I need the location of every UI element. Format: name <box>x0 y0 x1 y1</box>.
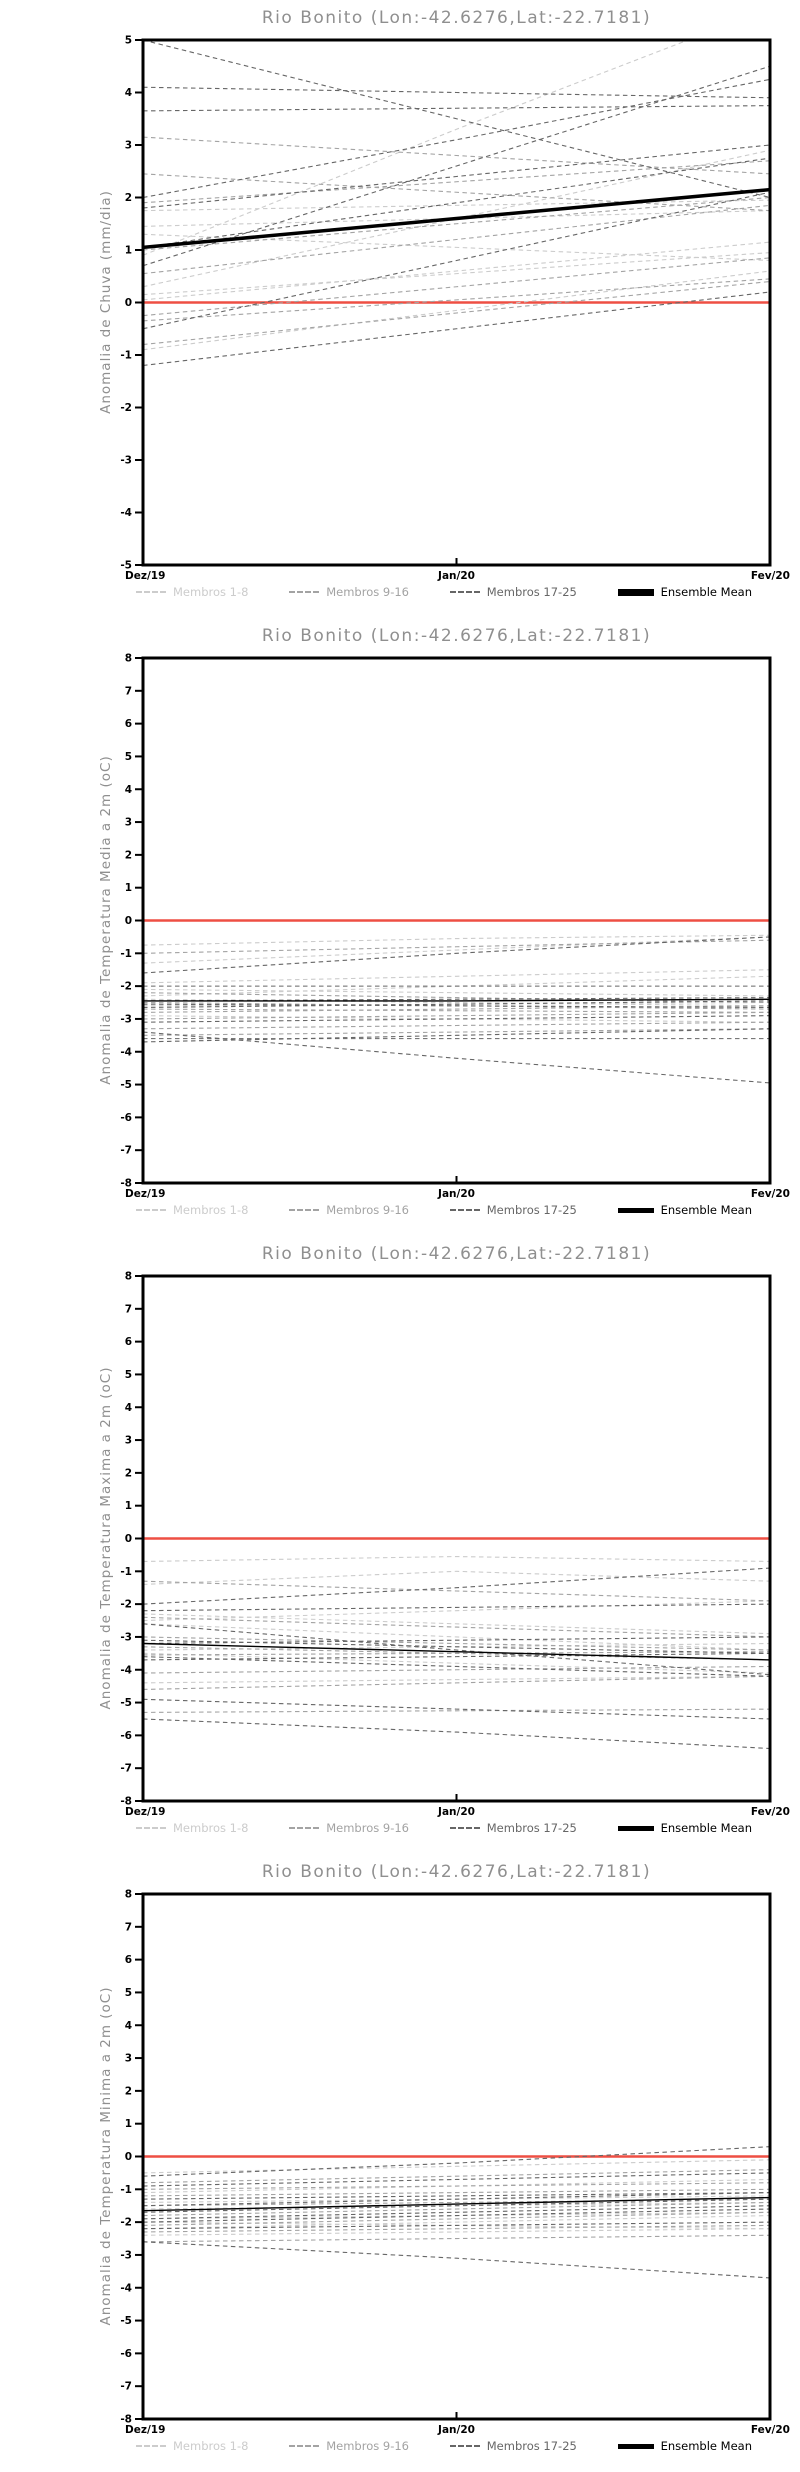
svg-text:1: 1 <box>124 1500 132 1513</box>
y-axis-label: Anomalia de Temperatura Media a 2m (oC) <box>98 755 114 1085</box>
y-axis-label: Anomalia de Temperatura Maxima a 2m (oC) <box>98 1366 114 1710</box>
svg-text:-7: -7 <box>120 1762 132 1775</box>
svg-text:Fev/20: Fev/20 <box>750 1806 790 1818</box>
svg-text:-1: -1 <box>120 2183 132 2196</box>
svg-text:-7: -7 <box>120 2380 132 2393</box>
svg-text:-8: -8 <box>120 1795 132 1808</box>
chart-title: Rio Bonito (Lon:-42.6276,Lat:-22.7181) <box>261 1862 652 1882</box>
chart-title: Rio Bonito (Lon:-42.6276,Lat:-22.7181) <box>261 626 652 646</box>
svg-text:6: 6 <box>124 718 132 731</box>
legend <box>136 2439 752 2453</box>
svg-text:-1: -1 <box>120 349 132 362</box>
svg-text:6: 6 <box>124 1336 132 1349</box>
svg-text:2: 2 <box>124 192 132 204</box>
legend-item-members-17-25 <box>450 2439 577 2453</box>
svg-text:-3: -3 <box>120 2249 132 2262</box>
legend-item-members-9-16 <box>289 585 409 599</box>
legend-label: Membros 1-8 <box>173 1821 249 1835</box>
legend-item-members-1-8 <box>136 1203 248 1217</box>
dashed-line-sample <box>136 1827 166 1829</box>
svg-text:-3: -3 <box>120 1013 132 1026</box>
chart-block-temp-media <box>0 618 800 1236</box>
svg-text:-2: -2 <box>120 402 132 414</box>
dashed-line-sample <box>289 2445 319 2447</box>
legend-label: Membros 1-8 <box>173 2439 249 2453</box>
dashed-line-sample <box>450 2445 480 2447</box>
svg-text:4: 4 <box>124 2019 132 2032</box>
chart-title: Rio Bonito (Lon:-42.6276,Lat:-22.7181) <box>261 8 652 28</box>
svg-text:-6: -6 <box>120 2347 132 2360</box>
legend-item-members-9-16 <box>289 2439 409 2453</box>
chart-title: Rio Bonito (Lon:-42.6276,Lat:-22.7181) <box>261 1244 652 1264</box>
chart-block-temp-maxima <box>0 1236 800 1854</box>
svg-text:5: 5 <box>124 1986 132 1999</box>
dashed-line-sample <box>450 1827 480 1829</box>
legend-label: Ensemble Mean <box>660 585 752 599</box>
svg-text:4: 4 <box>124 783 132 796</box>
min-temp-anomaly-plot <box>0 1854 800 2472</box>
svg-text:-4: -4 <box>120 1664 132 1677</box>
svg-text:4: 4 <box>124 1401 132 1414</box>
svg-text:5: 5 <box>124 750 132 763</box>
svg-text:0: 0 <box>124 2151 132 2163</box>
legend-label: Membros 9-16 <box>326 585 409 599</box>
legend-item-members-1-8 <box>136 1821 248 1835</box>
svg-text:-4: -4 <box>120 507 132 519</box>
svg-text:2: 2 <box>124 1467 132 1480</box>
legend-label: Membros 1-8 <box>173 585 249 599</box>
svg-text:-5: -5 <box>120 1697 132 1710</box>
svg-text:7: 7 <box>124 685 132 698</box>
svg-text:Jan/20: Jan/20 <box>438 1806 475 1818</box>
svg-text:5: 5 <box>124 1368 132 1381</box>
legend-label: Membros 9-16 <box>326 1821 409 1835</box>
svg-text:3: 3 <box>124 139 132 152</box>
svg-text:Jan/20: Jan/20 <box>438 2424 475 2436</box>
svg-text:-7: -7 <box>120 1144 132 1157</box>
solid-line-sample <box>618 1826 654 1831</box>
svg-text:-4: -4 <box>120 1046 132 1059</box>
legend-item-ensemble-mean <box>618 1203 752 1217</box>
legend-item-members-1-8 <box>136 2439 248 2453</box>
svg-text:Fev/20: Fev/20 <box>750 2424 790 2436</box>
svg-text:0: 0 <box>124 915 132 927</box>
legend-label: Membros 17-25 <box>486 2439 577 2453</box>
svg-text:Dez/19: Dez/19 <box>125 570 166 582</box>
legend-item-members-17-25 <box>450 1821 577 1835</box>
dashed-line-sample <box>136 591 166 593</box>
svg-text:-1: -1 <box>120 947 132 960</box>
dashed-line-sample <box>289 1209 319 1211</box>
svg-text:7: 7 <box>124 1921 132 1934</box>
legend-label: Membros 1-8 <box>173 1203 249 1217</box>
svg-text:-3: -3 <box>120 454 132 467</box>
svg-text:-5: -5 <box>120 1079 132 1092</box>
solid-line-sample <box>618 2444 654 2449</box>
svg-text:8: 8 <box>124 652 132 665</box>
svg-text:Jan/20: Jan/20 <box>438 1188 475 1200</box>
solid-line-sample <box>618 589 654 596</box>
svg-text:7: 7 <box>124 1303 132 1316</box>
dashed-line-sample <box>289 1827 319 1829</box>
legend-item-members-1-8 <box>136 585 248 599</box>
svg-text:5: 5 <box>124 34 132 47</box>
legend <box>136 1203 752 1217</box>
legend-label: Membros 9-16 <box>326 2439 409 2453</box>
rain-anomaly-plot <box>0 0 800 618</box>
legend-label: Membros 9-16 <box>326 1203 409 1217</box>
dashed-line-sample <box>450 1209 480 1211</box>
chart-block-temp-minima <box>0 1854 800 2472</box>
legend-label: Membros 17-25 <box>486 1203 577 1217</box>
svg-text:Dez/19: Dez/19 <box>125 2424 166 2436</box>
svg-text:2: 2 <box>124 849 132 862</box>
svg-text:-2: -2 <box>120 2216 132 2229</box>
y-axis-label: Anomalia de Chuva (mm/dia) <box>98 190 114 414</box>
svg-text:-2: -2 <box>120 980 132 993</box>
legend-item-members-17-25 <box>450 585 577 599</box>
svg-text:-8: -8 <box>120 1177 132 1190</box>
legend-item-ensemble-mean <box>618 2439 752 2453</box>
legend-item-members-9-16 <box>289 1821 409 1835</box>
svg-text:-4: -4 <box>120 2282 132 2295</box>
svg-text:3: 3 <box>124 816 132 829</box>
svg-text:1: 1 <box>124 244 132 257</box>
svg-text:0: 0 <box>124 297 132 309</box>
chart-block-rain <box>0 0 800 618</box>
svg-text:Fev/20: Fev/20 <box>750 1188 790 1200</box>
legend <box>136 1821 752 1835</box>
svg-text:6: 6 <box>124 1954 132 1967</box>
y-axis-label: Anomalia de Temperatura Minima a 2m (oC) <box>98 1986 114 2326</box>
svg-text:0: 0 <box>124 1533 132 1545</box>
dashed-line-sample <box>136 1209 166 1211</box>
svg-text:8: 8 <box>124 1888 132 1901</box>
mean-temp-anomaly-plot <box>0 618 800 1236</box>
svg-text:1: 1 <box>124 882 132 895</box>
legend-label: Membros 17-25 <box>486 1821 577 1835</box>
solid-line-sample <box>618 1208 654 1213</box>
svg-text:3: 3 <box>124 1434 132 1447</box>
svg-text:8: 8 <box>124 1270 132 1283</box>
dashed-line-sample <box>289 591 319 593</box>
legend <box>136 585 752 599</box>
svg-text:1: 1 <box>124 2118 132 2131</box>
legend-item-ensemble-mean <box>618 585 752 599</box>
svg-text:-6: -6 <box>120 1729 132 1742</box>
svg-text:Jan/20: Jan/20 <box>438 570 475 582</box>
svg-text:-2: -2 <box>120 1598 132 1611</box>
max-temp-anomaly-plot <box>0 1236 800 1854</box>
svg-text:-1: -1 <box>120 1565 132 1578</box>
legend-label: Membros 17-25 <box>486 585 577 599</box>
legend-item-ensemble-mean <box>618 1821 752 1835</box>
svg-text:-3: -3 <box>120 1631 132 1644</box>
svg-text:Dez/19: Dez/19 <box>125 1188 166 1200</box>
svg-text:Dez/19: Dez/19 <box>125 1806 166 1818</box>
legend-label: Ensemble Mean <box>660 1821 752 1835</box>
legend-label: Ensemble Mean <box>660 1203 752 1217</box>
svg-text:4: 4 <box>124 87 132 99</box>
svg-text:-5: -5 <box>120 2315 132 2328</box>
legend-item-members-9-16 <box>289 1203 409 1217</box>
legend-item-members-17-25 <box>450 1203 577 1217</box>
svg-text:Fev/20: Fev/20 <box>750 570 790 582</box>
svg-text:-6: -6 <box>120 1111 132 1124</box>
legend-label: Ensemble Mean <box>660 2439 752 2453</box>
svg-text:-8: -8 <box>120 2413 132 2426</box>
svg-text:3: 3 <box>124 2052 132 2065</box>
svg-text:2: 2 <box>124 2085 132 2098</box>
dashed-line-sample <box>450 591 480 593</box>
dashed-line-sample <box>136 2445 166 2447</box>
svg-text:-5: -5 <box>120 559 132 572</box>
